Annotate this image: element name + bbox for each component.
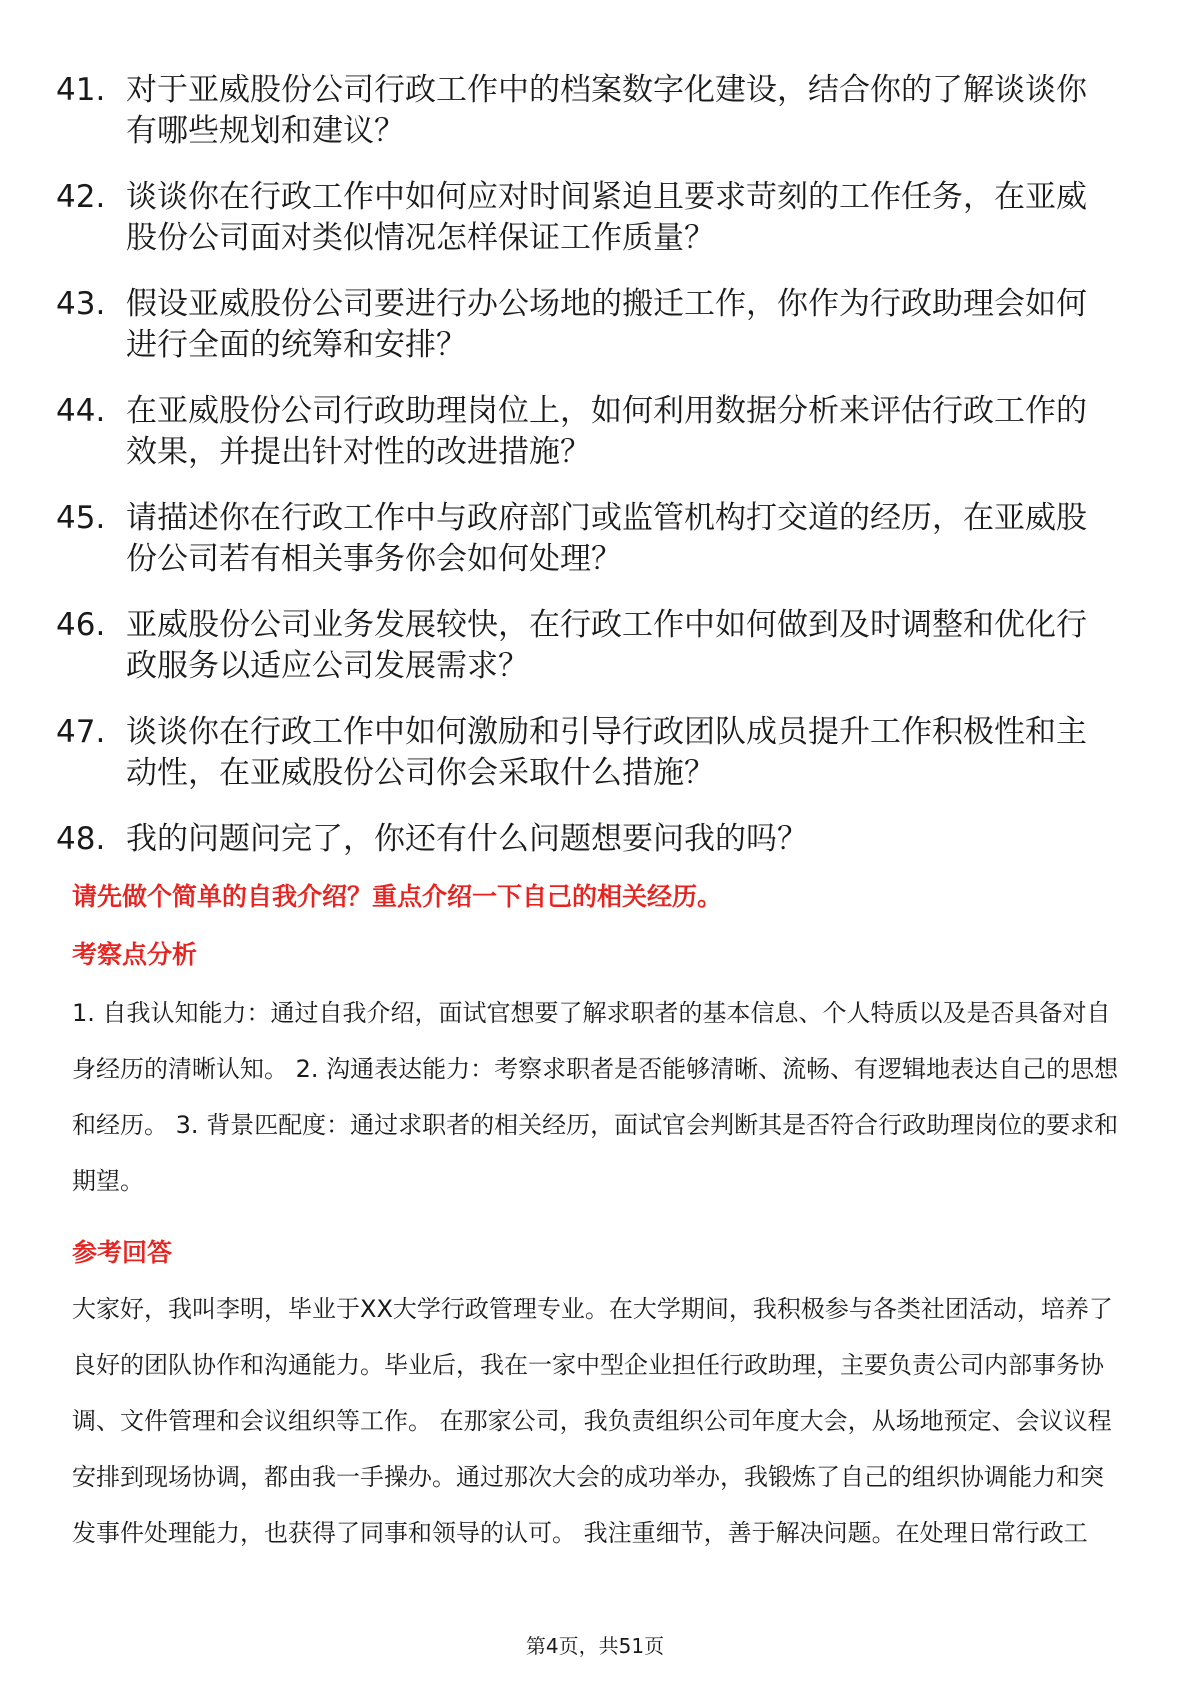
highlight-question: 请先做个简单的自我介绍？重点介绍一下自己的相关经历。 — [72, 882, 723, 911]
question-item — [56, 177, 1116, 259]
question-number: 42. — [56, 179, 106, 215]
question-number: 48. — [56, 821, 106, 857]
question-item — [56, 712, 1116, 794]
question-text: 谈谈你在行政工作中如何激励和引导行政团队成员提升工作积极性和主动性，在亚威股份公司你会采取什么措施？ — [126, 714, 1087, 791]
question-text: 对于亚威股份公司行政工作中的档案数字化建设，结合你的了解谈谈你有哪些规划和建议？ — [126, 72, 1087, 149]
question-item — [56, 605, 1116, 687]
question-text: 我的问题问完了，你还有什么问题想要问我的吗？ — [126, 821, 808, 857]
question-text: 假设亚威股份公司要进行办公场地的搬迁工作，你作为行政助理会如何进行全面的统筹和安排？ — [126, 286, 1087, 363]
question-text: 谈谈你在行政工作中如何应对时间紧迫且要求苛刻的工作任务，在亚威股份公司面对类似情况怎样保证工作质量？ — [126, 179, 1087, 256]
question-item — [56, 284, 1116, 366]
page-footer: 第4页，共51页 — [525, 1634, 665, 1658]
question-number: 46. — [56, 607, 106, 643]
question-text: 请描述你在行政工作中与政府部门或监管机构打交道的经历，在亚威股份公司若有相关事务你会如何处理？ — [126, 500, 1087, 577]
question-number: 41. — [56, 72, 106, 108]
question-item — [56, 498, 1116, 580]
question-text: 在亚威股份公司行政助理岗位上，如何利用数据分析来评估行政工作的效果，并提出针对性的改进措施？ — [126, 393, 1087, 470]
question-number: 44. — [56, 393, 106, 429]
analysis-heading: 考察点分析 — [72, 940, 198, 969]
question-item — [56, 70, 1116, 152]
question-list — [56, 70, 1116, 885]
question-item — [56, 391, 1116, 473]
answer-heading: 参考回答 — [72, 1238, 173, 1267]
question-number: 47. — [56, 714, 106, 750]
answer-text: 大家好，我叫李明，毕业于XX大学行政管理专业。在大学期间，我积极参与各类社团活动，培养了良好的团队协作和沟通能力。毕业后，我在一家中型企业担任行政助理，主要负责公司内部事务协调、文件管理和会议组织等工作。 在那家公司，我负责组织公司年度大会，从场地预定、会议议程安排到现场协调，都由我一手操办。通过那次大会的成功举办，我锻炼了自己的组织协调能力和突发事件处理能力，也获得了同事和领导的认可。 我注重细节，善于解决问题。在处理日常行政工 — [72, 1295, 1113, 1547]
question-number: 45. — [56, 500, 106, 536]
question-item — [56, 819, 1116, 860]
question-number: 43. — [56, 286, 106, 322]
analysis-text: 1. 自我认知能力：通过自我介绍，面试官想要了解求职者的基本信息、个人特质以及是否具备对自身经历的清晰认知。 2. 沟通表达能力：考察求职者是否能够清晰、流畅、有逻辑地表达自己的思想和经历。 3. 背景匹配度：通过求职者的相关经历，面试官会判断其是否符合行政助理岗位的要求和期望。 — [72, 999, 1119, 1195]
question-text: 亚威股份公司业务发展较快，在行政工作中如何做到及时调整和优化行政服务以适应公司发展需求？ — [126, 607, 1087, 684]
